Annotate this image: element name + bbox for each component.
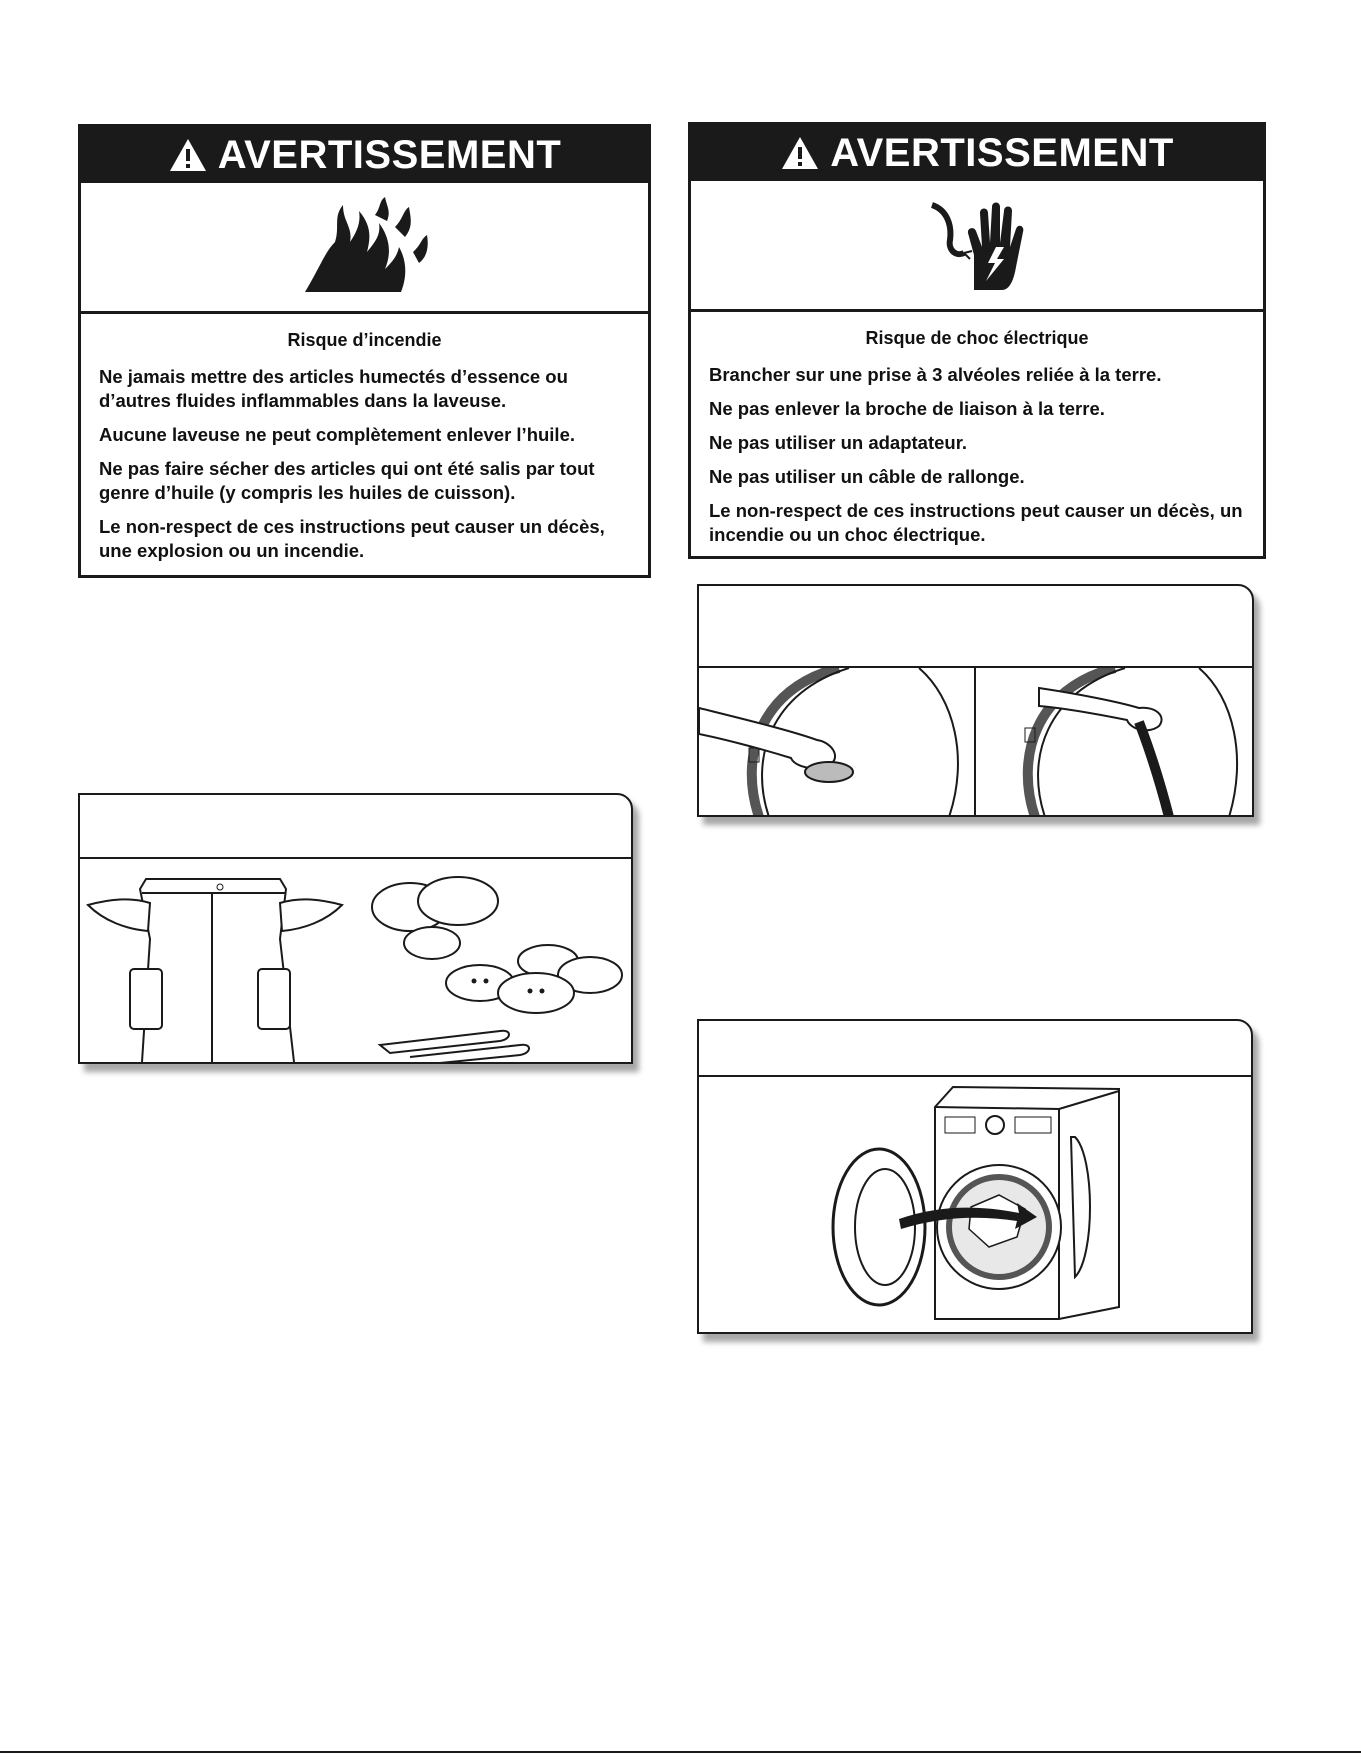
- warning-triangle-icon: [780, 135, 820, 171]
- warning-line: Aucune laveuse ne peut complètement enlever l’huile.: [99, 424, 576, 445]
- shock-warning-box: [688, 122, 1266, 559]
- warning-line: Ne pas enlever la broche de liaison à la terre.: [709, 398, 1105, 419]
- pants-coins-buttons-pins-icon: [80, 859, 631, 1062]
- warning-line: Ne pas utiliser un adaptateur.: [709, 432, 968, 453]
- fire-icon-row: [81, 183, 648, 314]
- figure-caption-area: [80, 795, 631, 859]
- clean-door-seal-figure: [697, 584, 1254, 817]
- warning-line: Brancher sur une prise à 3 alvéoles reliée à la terre.: [709, 364, 1162, 385]
- figure-caption-area: [699, 1021, 1251, 1077]
- warning-body: [81, 314, 648, 583]
- page-bottom-rule: [0, 1751, 1361, 1753]
- figure-illustration: [699, 668, 1252, 815]
- warning-title: AVERTISSEMENT: [830, 130, 1174, 175]
- load-washer-figure: [697, 1019, 1253, 1334]
- warning-title: AVERTISSEMENT: [217, 132, 562, 177]
- warning-body: [691, 312, 1263, 567]
- shock-icon-row: [691, 181, 1263, 312]
- hazard-title: Risque de choc électrique: [865, 328, 1089, 348]
- warning-triangle-icon: [168, 137, 208, 173]
- warning-line: Le non-respect de ces instructions peut causer un décès, une explosion ou un incendie.: [99, 516, 605, 561]
- warning-line: Ne pas utiliser un câble de rallonge.: [709, 466, 1025, 487]
- warning-line: Ne jamais mettre des articles humectés d’essence ou d’autres fluides inflammables dans la laveuse.: [99, 366, 568, 411]
- figure-illustration: [699, 1077, 1251, 1332]
- front-load-washer-icon: [699, 1077, 1251, 1332]
- warning-line: Ne pas faire sécher des articles qui ont été salis par tout genre d’huile (y compris les huiles de cuisson).: [99, 458, 595, 503]
- empty-pockets-figure: [78, 793, 633, 1064]
- fire-icon: [295, 197, 435, 297]
- fire-warning-box: [78, 124, 651, 578]
- electric-shock-hand-icon: [922, 195, 1032, 295]
- figure-caption-area: [699, 586, 1252, 668]
- figure-illustration: [80, 859, 631, 1062]
- warning-line: Le non-respect de ces instructions peut causer un décès, un incendie ou un choc électrique.: [709, 500, 1243, 545]
- hand-wiping-door-seal-icon: [699, 668, 1252, 815]
- warning-header: [81, 127, 648, 183]
- warning-header: [691, 125, 1263, 181]
- hazard-title: Risque d’incendie: [287, 330, 442, 350]
